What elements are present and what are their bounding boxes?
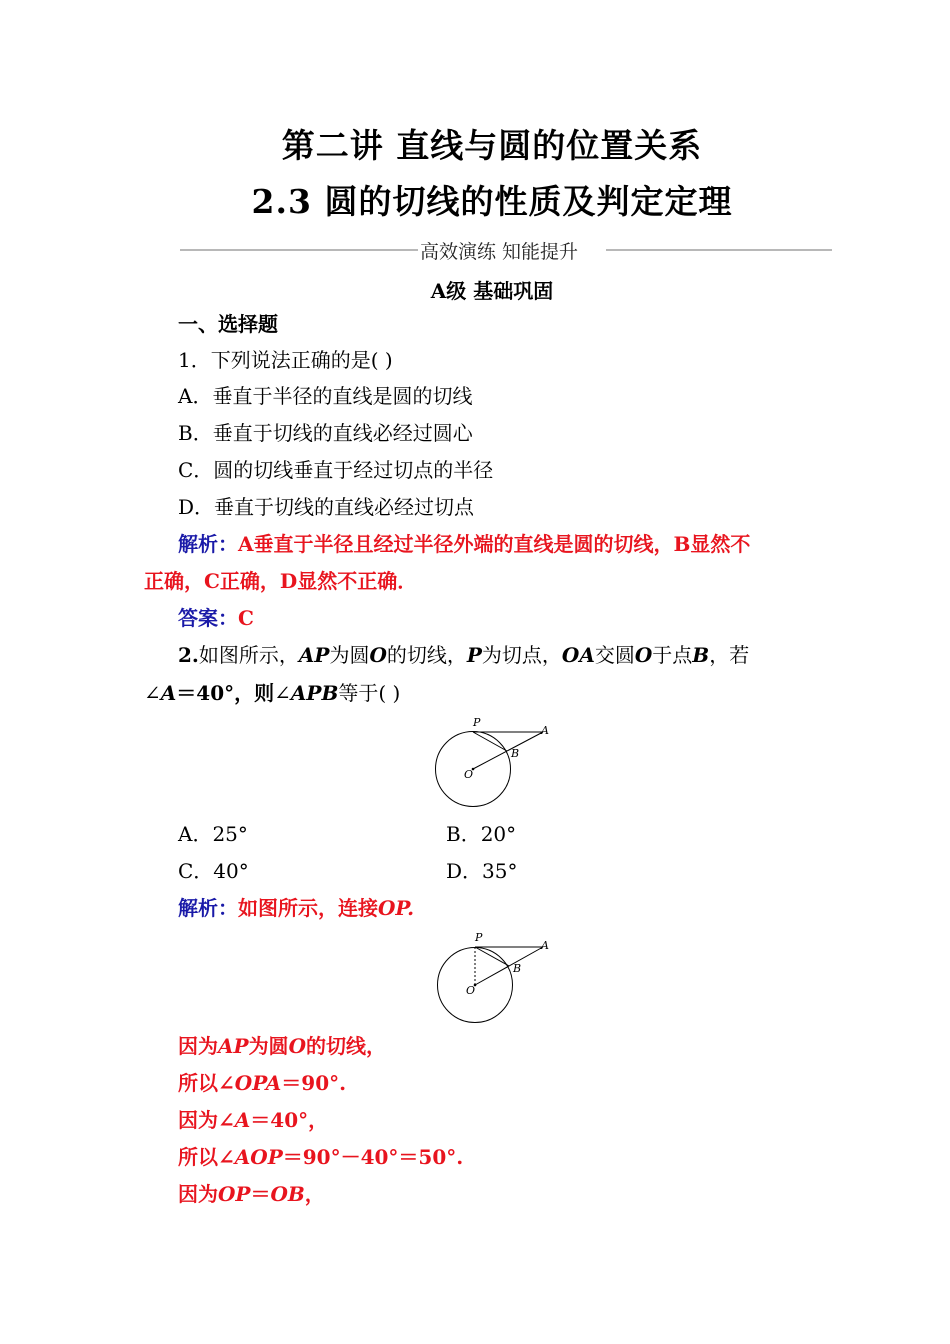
step-text: ＝90°－40°＝50°. — [282, 1145, 464, 1169]
analysis-label: 解析： — [178, 896, 238, 920]
q1-analysis-line-1 — [178, 532, 750, 556]
step-text: 所以∠ — [178, 1071, 235, 1095]
q2-text: 为切点， — [481, 643, 562, 667]
solution-step-2 — [178, 1071, 346, 1095]
var-O: O — [634, 643, 653, 667]
var-AOP: AOP — [234, 1145, 283, 1169]
var-OB: OB — [270, 1182, 305, 1206]
banner-rule-right — [606, 249, 832, 251]
var-APB: APB — [290, 681, 339, 705]
label-b: B — [513, 962, 522, 975]
solution-step-1 — [178, 1034, 386, 1058]
label-a: A — [541, 939, 549, 952]
label-p: P — [473, 716, 481, 729]
step-text: 的切线， — [305, 1034, 386, 1058]
analysis-text: A垂直于半径且经过半径外端的直线是圆的切线，B显然不 — [238, 532, 751, 556]
q1-option-c: C．圆的切线垂直于经过切点的半径 — [178, 458, 494, 482]
question-2-stem-line-1 — [178, 643, 749, 667]
step-text: 为圆 — [248, 1034, 289, 1058]
q2-text: 于点 — [652, 643, 693, 667]
answer-value: C — [238, 606, 254, 630]
var-A: A — [160, 681, 177, 705]
banner-text: 高效演练 知能提升 — [420, 241, 579, 263]
level-heading: A级 基础巩固 — [430, 279, 554, 303]
q2-analysis — [178, 896, 414, 920]
figure-2 — [425, 928, 565, 1028]
label-b: B — [511, 747, 520, 760]
q2-text: 为圆 — [329, 643, 370, 667]
question-2-stem-line-2 — [144, 681, 400, 705]
label-o: O — [466, 984, 476, 997]
q2-text: ，若 — [709, 643, 750, 667]
chord-pb — [473, 732, 507, 751]
label-p: P — [475, 931, 483, 944]
q1-answer — [178, 606, 254, 630]
q2-option-c: C．40° — [178, 859, 249, 883]
step-text: ， — [304, 1182, 325, 1206]
analysis-text: 如图所示，连接 — [238, 896, 378, 920]
var-O: O — [369, 643, 387, 667]
q2-text: 如图所示， — [198, 643, 299, 667]
angle-symbol: ∠ — [274, 681, 291, 705]
answer-label: 答案： — [178, 606, 238, 630]
var-B: B — [692, 643, 710, 667]
var-P: P — [466, 643, 482, 667]
label-o: O — [464, 768, 474, 781]
analysis-label: 解析： — [178, 532, 238, 556]
q2-text: 的切线， — [386, 643, 467, 667]
q1-option-b: B．垂直于切线的直线必经过圆心 — [178, 421, 473, 445]
step-text: 因为 — [178, 1034, 218, 1058]
step-text: ＝90°. — [281, 1071, 347, 1095]
solution-step-5 — [178, 1182, 325, 1206]
var-OP: OP — [218, 1182, 251, 1206]
figure-1 — [425, 712, 565, 812]
q2-text: 交圆 — [594, 643, 635, 667]
banner-rule-left — [180, 249, 418, 251]
var-OPA: OPA — [234, 1071, 282, 1095]
question-1-stem: 1．下列说法正确的是( ) — [178, 348, 393, 372]
q2-number: 2. — [178, 643, 199, 667]
var-AP: AP — [298, 643, 330, 667]
section-title: 2.3 圆的切线的性质及判定定理 — [251, 182, 733, 221]
label-a: A — [541, 724, 549, 737]
var-A: A — [234, 1108, 251, 1132]
var-AP: AP — [218, 1034, 249, 1058]
solution-step-4 — [178, 1145, 463, 1169]
solution-step-3 — [178, 1108, 328, 1132]
var-OA: OA — [561, 643, 595, 667]
chord-pb — [475, 947, 509, 966]
step-text: 因为 — [178, 1182, 218, 1206]
q2-option-b: B．20° — [446, 822, 517, 846]
q1-analysis-line-2: 正确，C正确，D显然不正确． — [144, 569, 418, 593]
step-text: 因为∠ — [178, 1108, 235, 1132]
step-text: ＝40°， — [250, 1108, 329, 1132]
q2-text: 等于( ) — [338, 681, 401, 705]
var-O: O — [288, 1034, 306, 1058]
q1-option-d: D．垂直于切线的直线必经过切点 — [178, 495, 475, 519]
q2-option-d: D．35° — [446, 859, 518, 883]
section-heading: 一、选择题 — [178, 312, 278, 336]
angle-symbol: ∠ — [144, 681, 161, 705]
step-text: 所以∠ — [178, 1145, 235, 1169]
q1-option-a: A．垂直于半径的直线是圆的切线 — [178, 384, 473, 408]
var-OP: OP. — [378, 896, 415, 920]
q2-option-a: A．25° — [178, 822, 248, 846]
step-text: ＝ — [250, 1182, 271, 1206]
q2-text: ＝40°，则 — [176, 681, 275, 705]
lecture-title: 第二讲 直线与圆的位置关系 — [281, 126, 703, 165]
